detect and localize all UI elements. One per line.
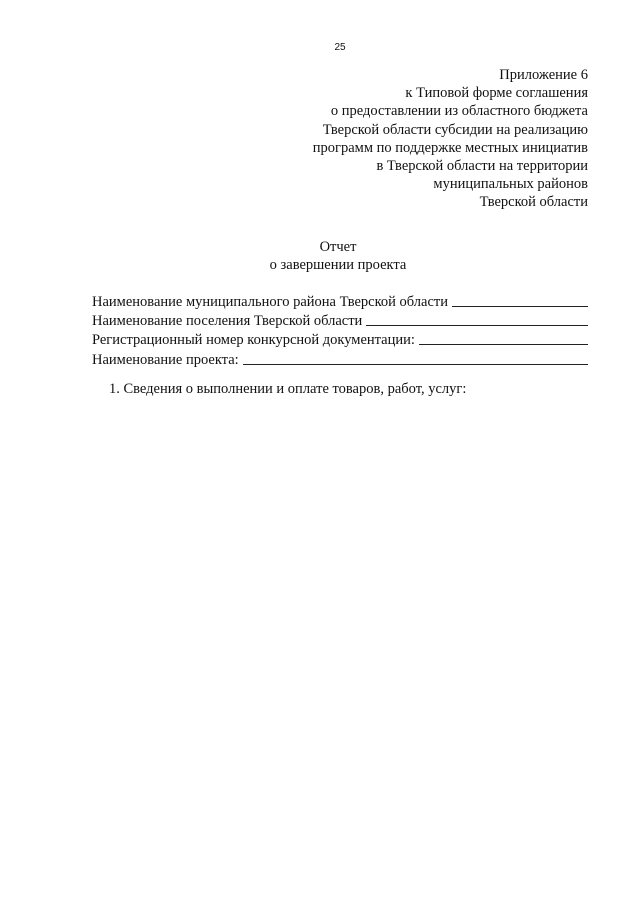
- field-project-label: Наименование проекта:: [92, 351, 239, 368]
- field-district-label: Наименование муниципального района Тверской области: [92, 294, 449, 310]
- field-registration-input[interactable]: [419, 331, 588, 345]
- subtitle-line: о завершении проекта: [269, 257, 407, 273]
- field-settlement-label: Наименование поселения Тверской области: [92, 313, 363, 330]
- title-line: Отчет: [319, 239, 357, 255]
- appendix-line: Приложение 6: [499, 67, 588, 83]
- field-district-row: [92, 292, 588, 311]
- section-heading: 1. Сведения о выполнении и оплате товаров, работ, услуг:: [109, 381, 467, 397]
- field-registration-row: [92, 330, 588, 349]
- appendix-header: [313, 66, 588, 212]
- field-project-row: [92, 350, 588, 369]
- appendix-line: Тверской области: [479, 194, 588, 211]
- appendix-line: о предоставлении из областного бюджета: [330, 103, 588, 120]
- field-settlement-row: [92, 311, 588, 330]
- page-number: 25: [334, 42, 346, 53]
- field-district-input[interactable]: [452, 293, 588, 307]
- appendix-line: программ по поддержке местных инициатив: [312, 139, 588, 156]
- appendix-line: муниципальных районов: [433, 176, 588, 193]
- document-title: [0, 238, 640, 274]
- field-registration-label: Регистрационный номер конкурсной документации:: [92, 332, 415, 349]
- form-fields: [92, 292, 588, 369]
- field-settlement-input[interactable]: [366, 312, 588, 326]
- appendix-line: Тверской области субсидии на реализацию: [322, 121, 588, 138]
- appendix-line: в Тверской области на территории: [376, 158, 588, 175]
- appendix-line: к Типовой форме соглашения: [405, 85, 588, 102]
- field-project-input[interactable]: [243, 351, 588, 365]
